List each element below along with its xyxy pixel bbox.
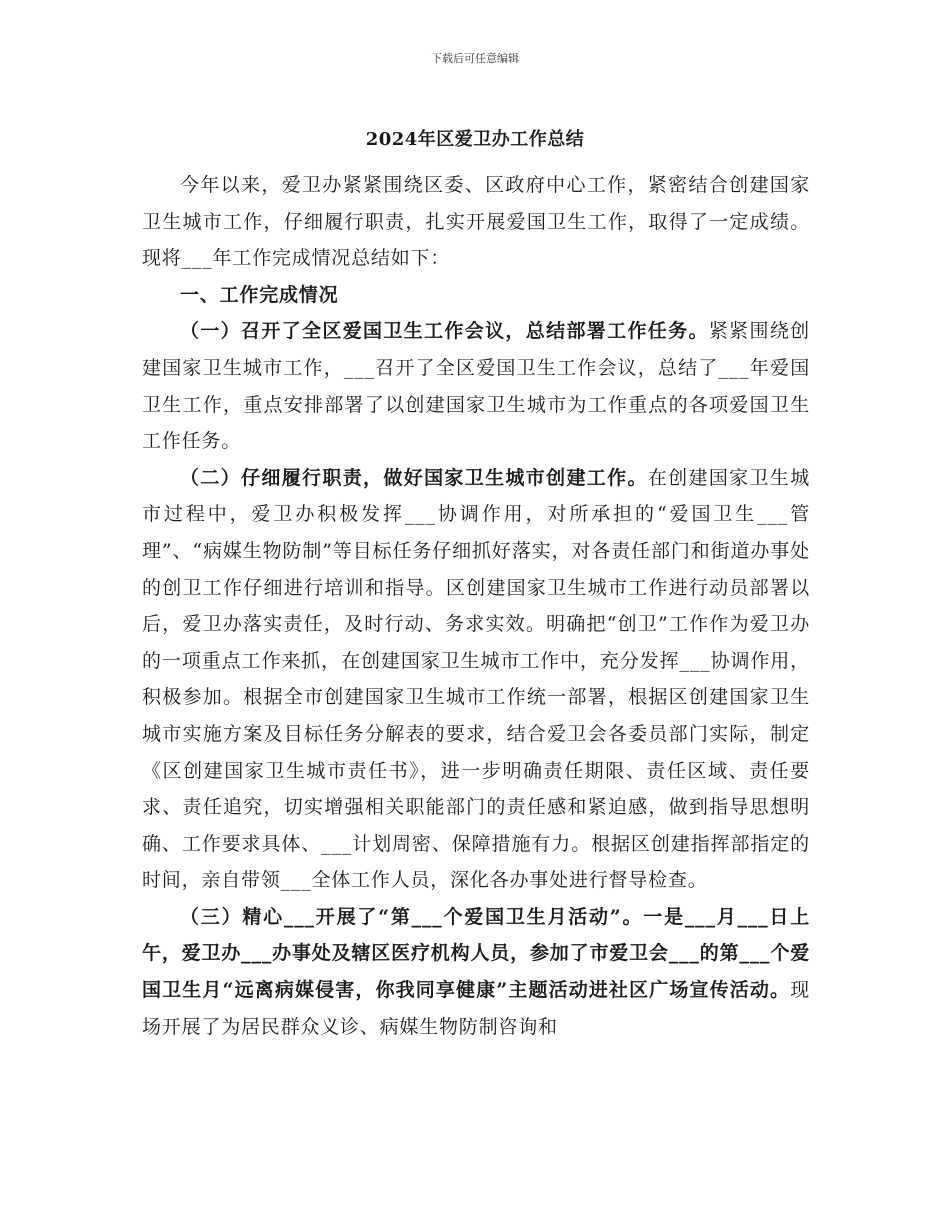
document-title: 2024年区爱卫办工作总结 xyxy=(365,129,585,150)
document-body xyxy=(142,167,810,1045)
item-paragraph-1 xyxy=(142,313,810,459)
item-paragraph-3 xyxy=(142,899,810,1045)
item-2-lead: （二）仔细履行职责，做好国家卫生城市创建工作。 xyxy=(180,466,648,489)
item-3-lead: （三）精心___开展了“第___个爱国卫生月活动”。一是___月___日上午，爱卫办___办事处及辖区医疗机构人员，参加了市爱卫会___的第___个爱国卫生月“远离病媒侵害，你我同享健康”主题活动进社区广场宣传活动。 xyxy=(142,905,810,1002)
item-paragraph-2 xyxy=(142,460,810,899)
section-heading-1: 一、工作完成情况 xyxy=(180,283,339,306)
item-3-text: 现场开展了为居民群众义诊、病媒生物防制咨询和 xyxy=(142,979,810,1038)
intro-paragraph: 今年以来，爱卫办紧紧围绕区委、区政府中心工作，紧密结合创建国家卫生城市工作，仔细履行职责，扎实开展爱国卫生工作，取得了一定成绩。现将___年工作完成情况总结如下： xyxy=(142,174,810,270)
item-1-text: 紧紧围绕创建国家卫生城市工作，___召开了全区爱国卫生工作会议，总结了___年爱国卫生工作，重点安排部署了以创建国家卫生城市为工作重点的各项爱国卫生工作任务。 xyxy=(142,320,810,453)
header-watermark: 下载后可任意编辑 xyxy=(431,52,519,65)
item-2-text: 在创建国家卫生城市过程中，爱卫办积极发挥___协调作用，对所承担的“爱国卫生___管理”、“病媒生物防制”等目标任务仔细抓好落实，对各责任部门和街道办事处的创卫工作仔细进行培训和指导。区创建国家卫生城市工作进行动员部署以后，爱卫办落实责任，及时行动、务求实效。明确把“创卫”工作作为爱卫办的一项重点工作来抓，在创建国家卫生城市工作中，充分发挥___协调作用，积极参加。根据全市创建国家卫生城市工作统一部署，根据区创建国家卫生城市实施方案及目标任务分解表的要求，结合爱卫会各委员部门实际，制定《区创建国家卫生城市责任书》，进一步明确责任期限、责任区域、责任要求、责任追究，切实增强相关职能部门的责任感和紧迫感，做到指导思想明确、工作要求具体、___计划周密、保障措施有力。根据区创建指挥部指定的时间，亲自带领___全体工作人员，深化各办事处进行督导检查。 xyxy=(142,466,810,892)
item-1-lead: （一）召开了全区爱国卫生工作会议，总结部署工作任务。 xyxy=(180,320,709,343)
